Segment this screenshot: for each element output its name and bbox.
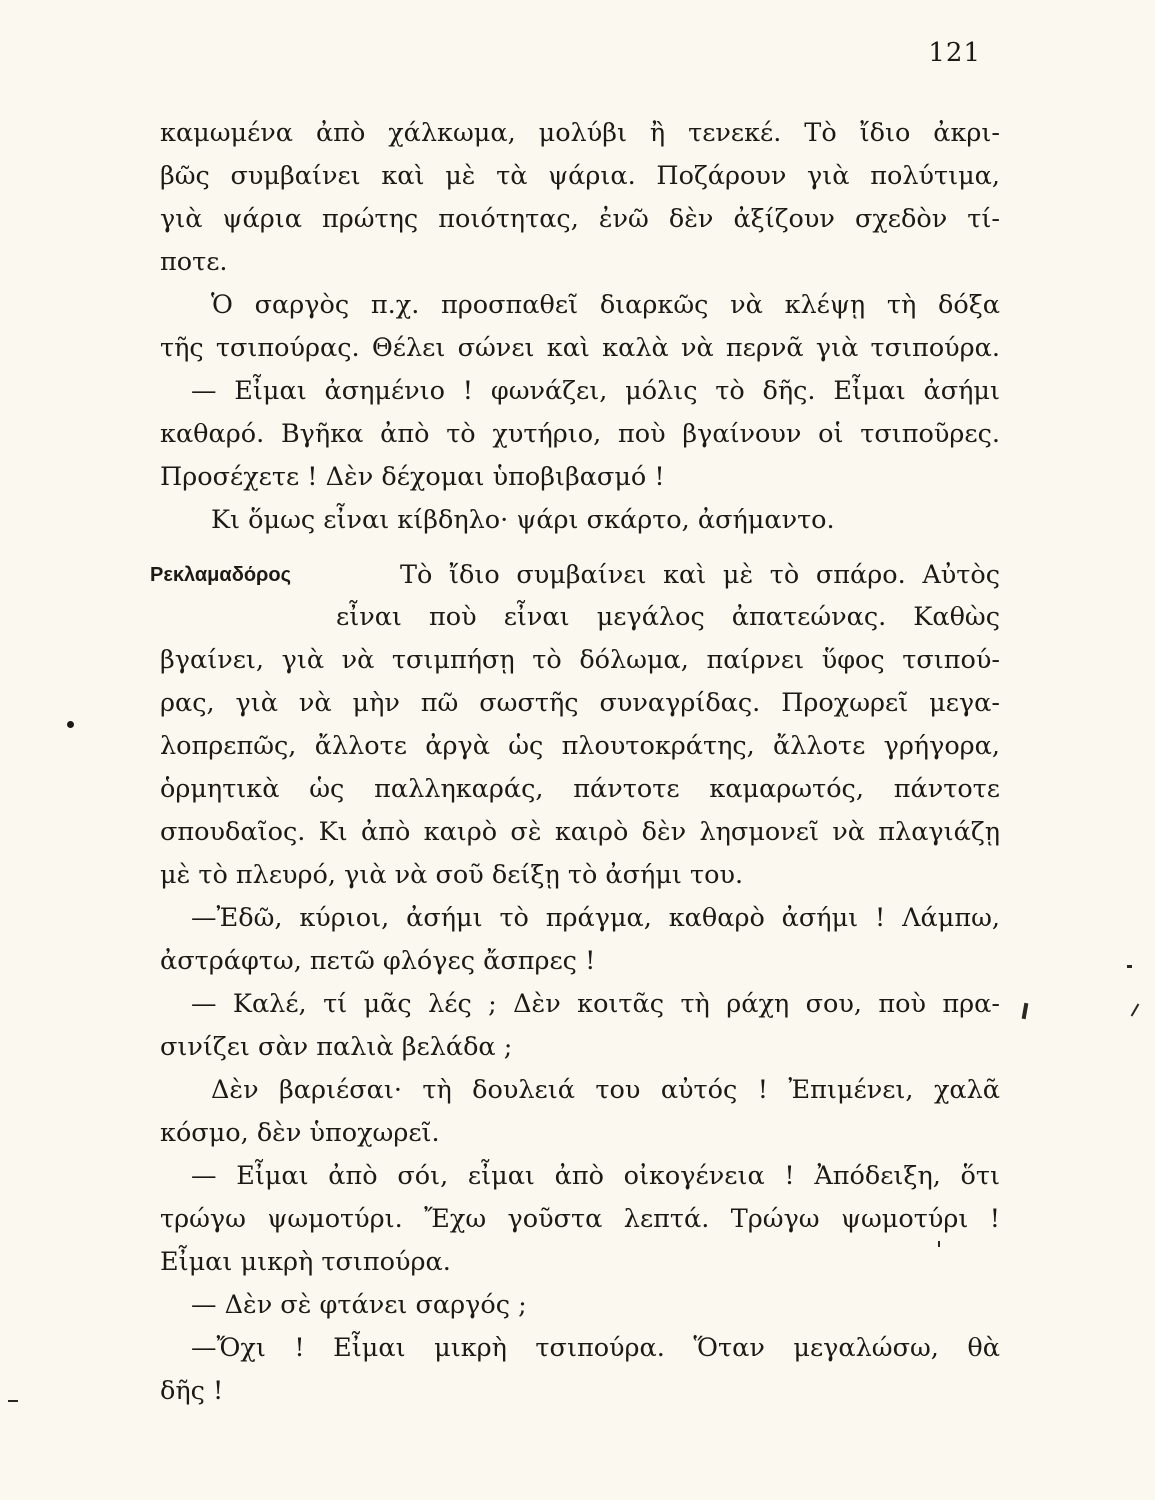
- text-line: τρώγω ψωμοτύρι. Ἔχω γοῦστα λεπτά. Τρώγω ψωμοτύρι !: [160, 1204, 1000, 1234]
- text-line: —Ὄχι ! Εἶμαι μικρὴ τσιπούρα. Ὅταν μεγαλώσω, θὰ: [191, 1333, 1000, 1363]
- text-line: — Εἶμαι ἀπὸ σόι, εἶμαι ἀπὸ οἰκογένεια ! Ἀπόδειξη, ὅτι: [191, 1161, 1000, 1191]
- text-line: ἀστράφτω, πετῶ φλόγες ἄσπρες !: [160, 946, 596, 976]
- ink-speck: [1022, 1003, 1029, 1019]
- text-line: βῶς συμβαίνει καὶ μὲ τὰ ψάρια. Ποζάρουν γιὰ πολύτιμα,: [160, 161, 1000, 191]
- ink-speck: [1127, 965, 1132, 968]
- text-line: βγαίνει, γιὰ νὰ τσιμπήσῃ τὸ δόλωμα, παίρνει ὕφος τσιπού-: [160, 645, 1000, 675]
- text-line: — Καλέ, τί μᾶς λές ; Δὲν κοιτᾶς τὴ ράχη σου, ποὺ πρα-: [191, 989, 1000, 1019]
- text-line: ὁρμητικὰ ὡς παλληκαράς, πάντοτε καμαρωτός, πάντοτε: [160, 774, 1000, 804]
- text-line: καθαρό. Βγῆκα ἀπὸ τὸ χυτήριο, ποὺ βγαίνουν οἱ τσιποῦρες.: [160, 419, 1000, 449]
- page-number: 121: [928, 38, 981, 68]
- ink-speck: [938, 1241, 940, 1247]
- text-line: —Ἐδῶ, κύριοι, ἀσήμι τὸ πράγμα, καθαρὸ ἀσήμι ! Λάμπω,: [191, 903, 1000, 933]
- margin-dot: [67, 721, 74, 728]
- text-line: γιὰ ψάρια πρώτης ποιότητας, ἐνῶ δὲν ἀξίζουν σχεδὸν τί-: [160, 204, 1000, 234]
- text-line: καμωμένα ἀπὸ χάλκωμα, μολύβι ἢ τενεκέ. Τὸ ἴδιο ἀκρι-: [160, 118, 1000, 148]
- text-line: Προσέχετε ! Δὲν δέχομαι ὑποβιβασμό !: [160, 462, 665, 492]
- text-line: σπουδαῖος. Κι ἀπὸ καιρὸ σὲ καιρὸ δὲν λησμονεῖ νὰ πλαγιάζῃ: [160, 817, 1000, 847]
- ink-speck: [8, 1400, 18, 1402]
- text-line: τῆς τσιπούρας. Θέλει σώνει καὶ καλὰ νὰ περνᾶ γιὰ τσιπούρα.: [160, 333, 1000, 363]
- text-line: ρας, γιὰ νὰ μὴν πῶ σωστῆς συναγρίδας. Προχωρεῖ μεγα-: [160, 688, 1000, 718]
- text-line: δῆς !: [160, 1376, 224, 1406]
- ink-speck: [1131, 1003, 1140, 1016]
- text-line: σινίζει σὰν παλιὰ βελάδα ;: [160, 1032, 513, 1062]
- text-line: — Δὲν σὲ φτάνει σαργός ;: [191, 1290, 527, 1320]
- margin-note: Ρεκλαμαδόρος: [150, 564, 292, 586]
- text-line: Ὁ σαργὸς π.χ. προσπαθεῖ διαρκῶς νὰ κλέψῃ τὴ δόξα: [211, 290, 1000, 320]
- text-line: κόσμο, δὲν ὑποχωρεῖ.: [160, 1118, 440, 1148]
- text-line: Δὲν βαριέσαι· τὴ δουλειά του αὐτός ! Ἐπιμένει, χαλᾶ: [211, 1075, 1000, 1105]
- text-line: — Εἶμαι ἀσημένιο ! φωνάζει, μόλις τὸ δῆς. Εἶμαι ἀσήμι: [191, 376, 1000, 406]
- text-line: λοπρεπῶς, ἄλλοτε ἀργὰ ὡς πλουτοκράτης, ἄλλοτε γρήγορα,: [160, 731, 1000, 761]
- text-line: μὲ τὸ πλευρό, γιὰ νὰ σοῦ δείξῃ τὸ ἀσήμι του.: [160, 860, 744, 890]
- text-line: Κι ὅμως εἶναι κίβδηλο· ψάρι σκάρτο, ἀσήμαντο.: [211, 505, 835, 535]
- text-line: Τὸ ἴδιο συμβαίνει καὶ μὲ τὸ σπάρο. Αὐτὸς: [400, 560, 1000, 590]
- text-line: ποτε.: [160, 247, 228, 277]
- text-line: εἶναι ποὺ εἶναι μεγάλος ἀπατεώνας. Καθὼς: [336, 602, 1000, 632]
- text-line: Εἶμαι μικρὴ τσιπούρα.: [160, 1247, 451, 1277]
